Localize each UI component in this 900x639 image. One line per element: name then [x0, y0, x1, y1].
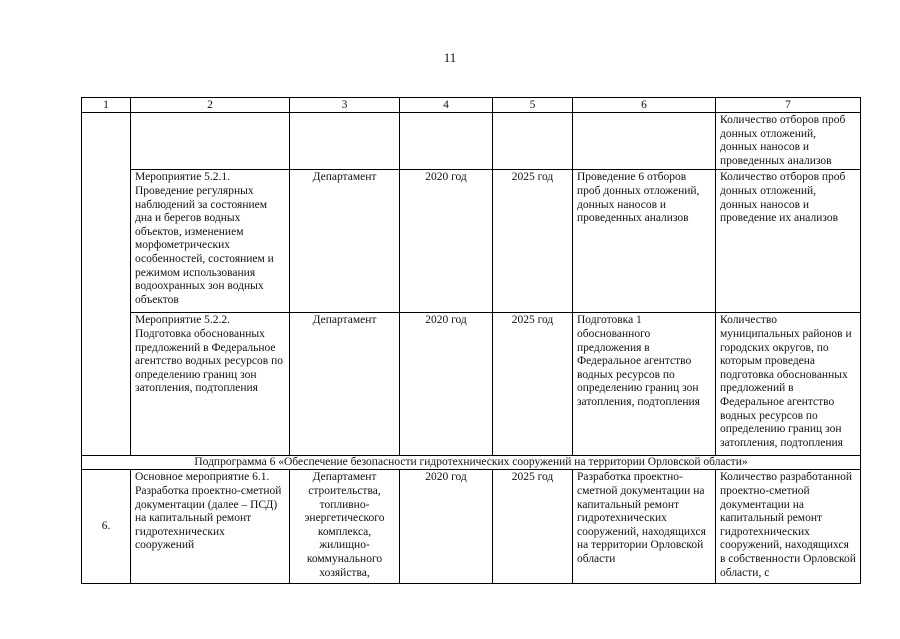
table-header-row: [82, 98, 861, 113]
column-header: 1: [82, 98, 131, 113]
table-row: [82, 313, 861, 456]
result-cell: Разработка проектно-сметной документации на капитальный ремонт гидротехнических сооружений, находящихся на территории Орловской области: [573, 470, 716, 584]
table-cell: [400, 113, 493, 170]
executor-cell: Департамент: [290, 313, 400, 456]
column-header: 2: [131, 98, 290, 113]
event-cell: Основное мероприятие 6.1. Разработка проектно-сметной документации (далее – ПСД) на капитальный ремонт гидротехнических сооружений: [131, 470, 290, 584]
subprogram-title: Подпрограмма 6 «Обеспечение безопасности гидротехнических сооружений на территории Орловской области»: [82, 456, 861, 470]
event-cell: Мероприятие 5.2.2. Подготовка обоснованных предложений в Федеральное агентство водных ресурсов по определению границ зон затопления, подтопления: [131, 313, 290, 456]
indicator-cell: Количество разработанной проектно-сметной документации на капитальный ремонт гидротехнических сооружений, находящихся в собственности Орловской области, с: [716, 470, 861, 584]
column-header: 3: [290, 98, 400, 113]
table-cell: [493, 113, 573, 170]
table-row: [82, 113, 861, 170]
column-header: 4: [400, 98, 493, 113]
page-number: 11: [443, 50, 457, 65]
result-cell: Подготовка 1 обоснованного предложения в Федеральное агентство водных ресурсов по определению границ зон затопления, подтопления: [573, 313, 716, 456]
subprogram-row: [82, 456, 861, 470]
table-row: [82, 170, 861, 313]
indicator-cell: Количество отборов проб донных отложений, донных наносов и проведение их анализов: [716, 170, 861, 313]
indicator-cell: Количество муниципальных районов и городских округов, по которым проведена подготовка обоснованных предложений в Федеральное агентство водных ресурсов по определению границ зон затопления, подтопления: [716, 313, 861, 456]
table-cell: [573, 113, 716, 170]
table-cell: [131, 113, 290, 170]
column-header: 5: [493, 98, 573, 113]
event-cell: Мероприятие 5.2.1. Проведение регулярных наблюдений за состоянием дна и берегов водных объектов, изменением морфометрических особенностей, состоянием и режимом использования водоохранных зон водных объектов: [131, 170, 290, 313]
start-year-cell: 2020 год: [400, 470, 493, 584]
table-row: [82, 470, 861, 584]
row-number-cell: 6.: [82, 470, 131, 584]
program-table: [81, 97, 861, 584]
column-header: 6: [573, 98, 716, 113]
start-year-cell: 2020 год: [400, 313, 493, 456]
indicator-cell: Количество отборов проб донных отложений, донных наносов и проведенных анализов: [716, 113, 861, 170]
table-cell: [290, 113, 400, 170]
result-cell: Проведение 6 отборов проб донных отложений, донных наносов и проведенных анализов: [573, 170, 716, 313]
executor-cell: Департамент: [290, 170, 400, 313]
row-number-cell-merged: [82, 113, 131, 456]
end-year-cell: 2025 год: [493, 170, 573, 313]
column-header: 7: [716, 98, 861, 113]
end-year-cell: 2025 год: [493, 470, 573, 584]
start-year-cell: 2020 год: [400, 170, 493, 313]
end-year-cell: 2025 год: [493, 313, 573, 456]
executor-cell: Департамент строительства, топливно-энергетического комплекса, жилищно-коммунального хозяйства,: [290, 470, 400, 584]
